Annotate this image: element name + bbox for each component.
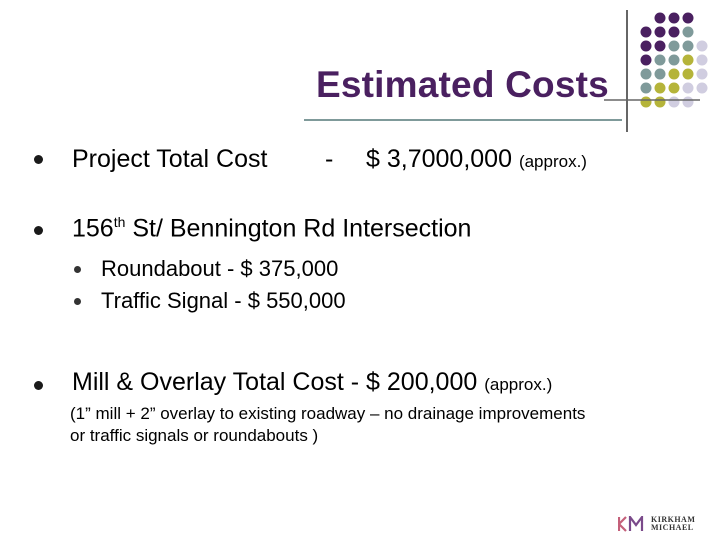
sub-bullet-marker (74, 298, 81, 305)
logo-line1: KIRKHAM (651, 515, 696, 524)
approx-qualifier: (approx.) (518, 152, 587, 171)
project-total-cost-label: Project Total Cost (72, 145, 268, 173)
approx-qualifier: (approx.) (484, 375, 553, 394)
decorative-dot (683, 83, 694, 94)
vertical-divider (626, 10, 628, 132)
bullet-marker (34, 155, 43, 164)
decorative-dot (655, 41, 666, 52)
amount-value: $ 3,7000,000 (366, 145, 512, 173)
bullet-marker (34, 226, 43, 235)
decorative-dot (669, 27, 680, 38)
decorative-dot (683, 27, 694, 38)
decorative-dot (683, 55, 694, 66)
decorative-dot (669, 13, 680, 24)
decorative-dot (641, 69, 652, 80)
bullet-marker (34, 381, 43, 390)
traffic-signal-cost: Traffic Signal - $ 550,000 (101, 288, 346, 313)
mill-overlay-note-line2: or traffic signals or roundabouts ) (70, 426, 319, 445)
street-number: 156 (72, 214, 114, 243)
slide-title: Estimated Costs (316, 64, 609, 105)
decorative-dot (641, 97, 652, 108)
decorative-dot (669, 69, 680, 80)
mill-overlay-cost (72, 368, 552, 397)
decorative-dot (641, 55, 652, 66)
decorative-dot (641, 27, 652, 38)
decorative-dot (683, 13, 694, 24)
mill-overlay-label: Mill & Overlay Total Cost - $ 200,000 (72, 368, 478, 396)
mill-overlay-note-line1: (1” mill + 2” overlay to existing roadway – no drainage improvements (70, 404, 586, 423)
decorative-dot (683, 41, 694, 52)
decorative-dot (669, 55, 680, 66)
km-logo-mark-icon (618, 516, 648, 532)
decorative-dot (655, 83, 666, 94)
project-total-cost-amount (366, 145, 587, 174)
intersection-label (72, 214, 471, 243)
decorative-dot (641, 41, 652, 52)
roundabout-cost: Roundabout - $ 375,000 (101, 256, 339, 281)
decorative-dot (697, 83, 708, 94)
decorative-dot (655, 27, 666, 38)
ordinal-suffix: th (113, 214, 126, 230)
decorative-dot (683, 97, 694, 108)
decorative-dot (669, 97, 680, 108)
decorative-dot (697, 69, 708, 80)
decorative-dot (655, 97, 666, 108)
title-underline (304, 119, 622, 121)
decorative-dot (655, 69, 666, 80)
sub-bullet-marker (74, 266, 81, 273)
logo-text (651, 516, 695, 532)
decorative-dot (669, 41, 680, 52)
decorative-dot (641, 83, 652, 94)
intersection-name: St/ Bennington Rd Intersection (125, 214, 472, 243)
decorative-dot (683, 69, 694, 80)
company-logo (618, 516, 695, 532)
decorative-dot (669, 83, 680, 94)
decorative-dot (655, 13, 666, 24)
decorative-dot (697, 41, 708, 52)
logo-line2: MICHAEL (651, 523, 694, 532)
decorative-dot (697, 55, 708, 66)
project-total-cost-separator: - (325, 145, 334, 173)
decorative-dot (655, 55, 666, 66)
